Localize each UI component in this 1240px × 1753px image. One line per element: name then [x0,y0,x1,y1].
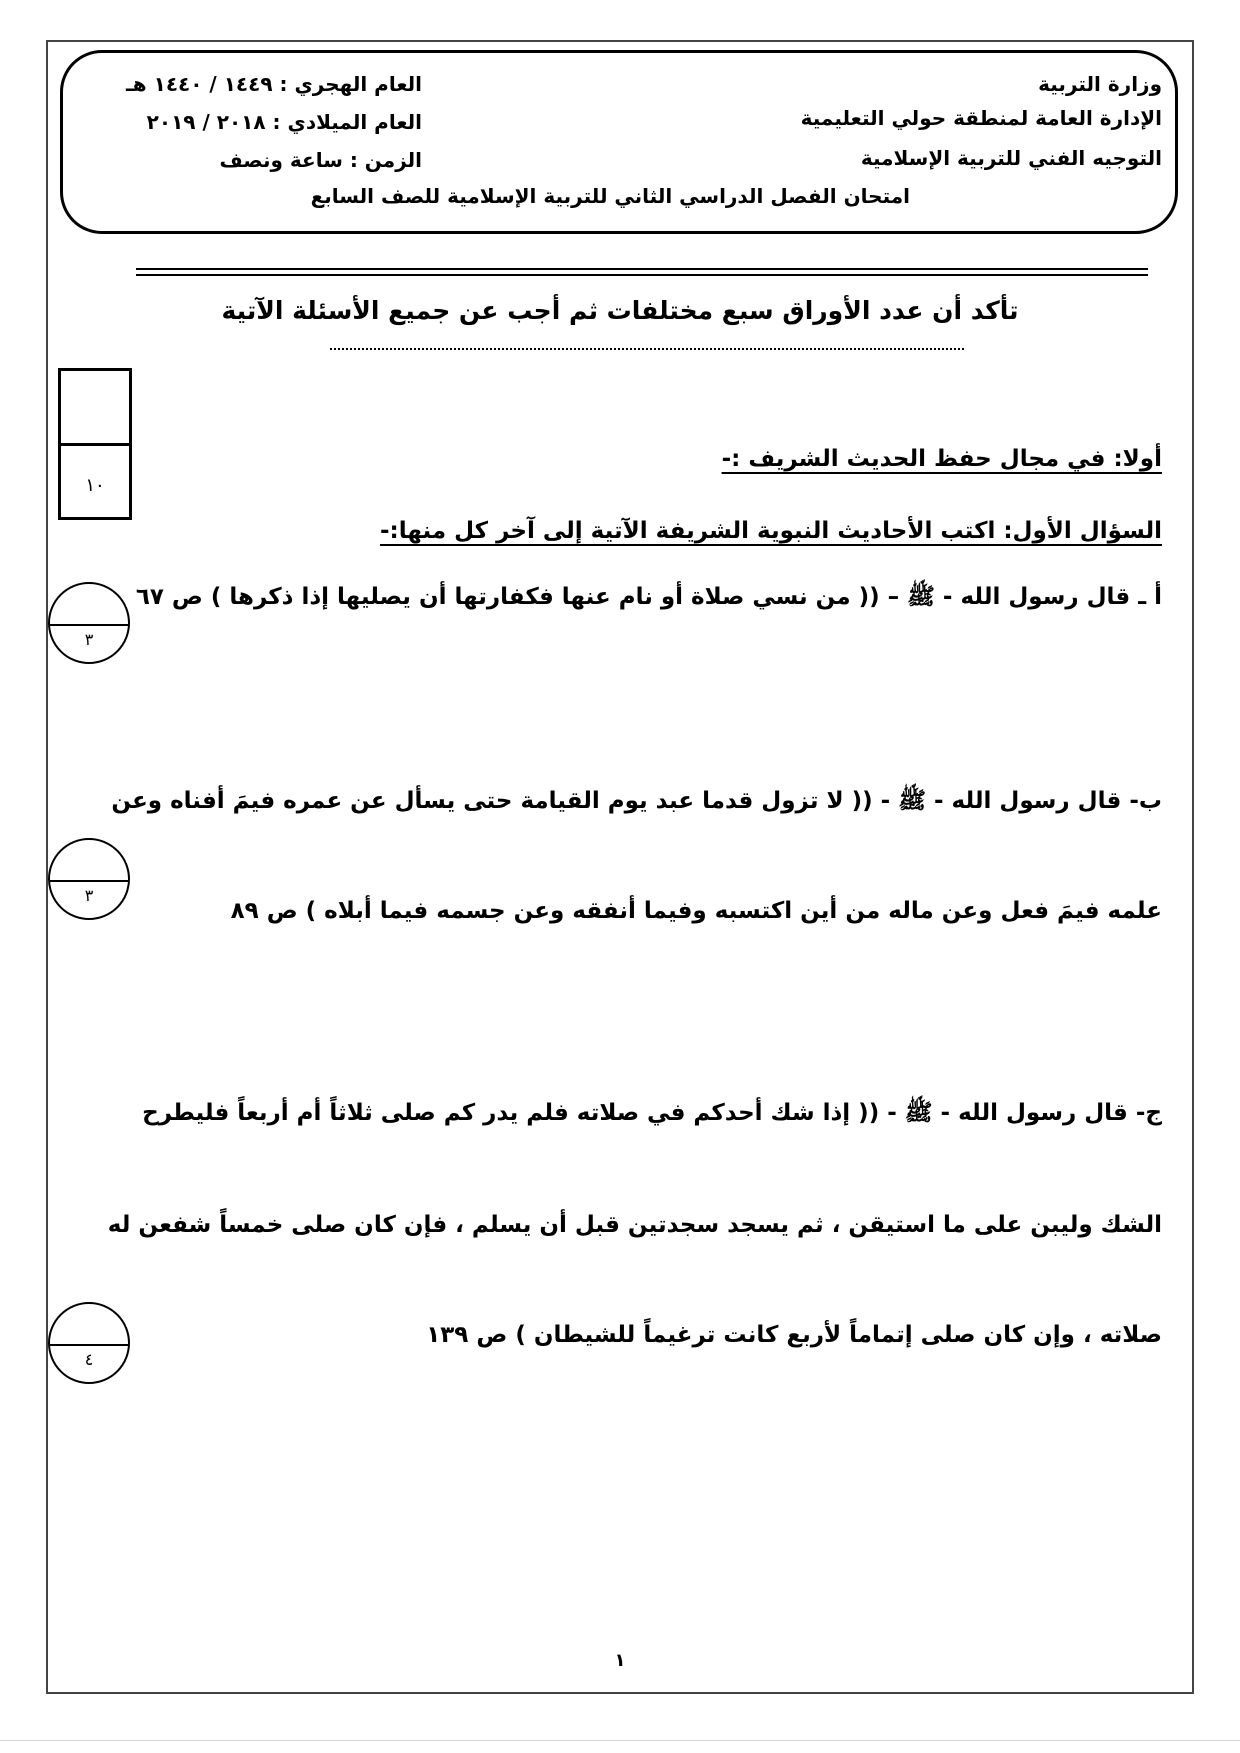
scan-edge-rule [0,1740,1240,1741]
instruction-text: تأكد أن عدد الأوراق سبع مختلفات ثم أجب عن جميع الأسئلة الآتية [221,296,1019,325]
section-title-text: أولا: في مجال حفظ الحديث الشريف :- [721,446,1162,472]
section-score: ١٠ [85,475,105,496]
item-c-score: ٤ [84,1350,94,1369]
page-frame [46,40,1194,1694]
item-b-score-circle [48,838,130,920]
item-b-score: ٣ [84,886,94,905]
circle-divider [50,1344,128,1346]
dotted-rule [330,348,964,350]
circle-divider [50,624,128,626]
exam-title: امتحان الفصل الدراسي الثاني للتربية الإسلامية للصف السابع [310,184,910,208]
section-score-box [58,368,132,520]
item-a-score: ٣ [84,630,94,649]
double-rule [136,268,1148,276]
hijri-year: العام الهجري : ١٤٤٩ / ١٤٤٠ هـ [125,72,422,96]
exam-duration: الزمن : ساعة ونصف [219,148,422,172]
hadith-a-line-1: أ ـ قال رسول الله - ﷺ – (( من نسي صلاة أو نام عنها فكفارتها أن يصليها إذا ذكرها ) ص ٦٧ [135,584,1162,610]
directorate-name: الإدارة العامة لمنطقة حولي التعليمية [800,106,1162,130]
hadith-c-line-3: صلاته ، وإن كان صلى إتماماً لأربع كانت ترغيماً للشيطان ) ص ١٣٩ [426,1322,1162,1348]
circle-divider [50,880,128,882]
page-number: ١ [614,1650,626,1671]
hadith-c-line-2: الشك وليبن على ما استيقن ، ثم يسجد سجدتين قبل أن يسلم ، فإن كان صلى خمساً شفعن له [107,1212,1162,1238]
question-1 [380,516,1162,546]
question-1-text: السؤال الأول: اكتب الأحاديث النبوية الشريفة الآتية إلى آخر كل منها:- [379,518,1162,544]
hadith-b-line-1: ب- قال رسول الله - ﷺ - (( لا تزول قدما عبد يوم القيامة حتى يسأل عن عمره فيمَ أفناه وعن [111,788,1162,814]
section-title [722,444,1162,474]
item-c-score-circle [48,1302,130,1384]
supervision-name: التوجيه الفني للتربية الإسلامية [860,146,1162,170]
gregorian-year: العام الميلادي : ٢٠١٨ / ٢٠١٩ [146,110,422,134]
score-box-divider [61,443,129,446]
item-a-score-circle [48,582,130,664]
ministry-name: وزارة التربية [1038,72,1162,96]
hadith-c-line-1: ج- قال رسول الله - ﷺ - (( إذا شك أحدكم في صلاته فلم يدر كم صلى ثلاثاً أم أربعاً فليطرح [142,1100,1162,1126]
hadith-b-line-2: علمه فيمَ فعل وعن ماله من أين اكتسبه وفيما أنفقه وعن جسمه فيما أبلاه ) ص ٨٩ [230,898,1162,924]
